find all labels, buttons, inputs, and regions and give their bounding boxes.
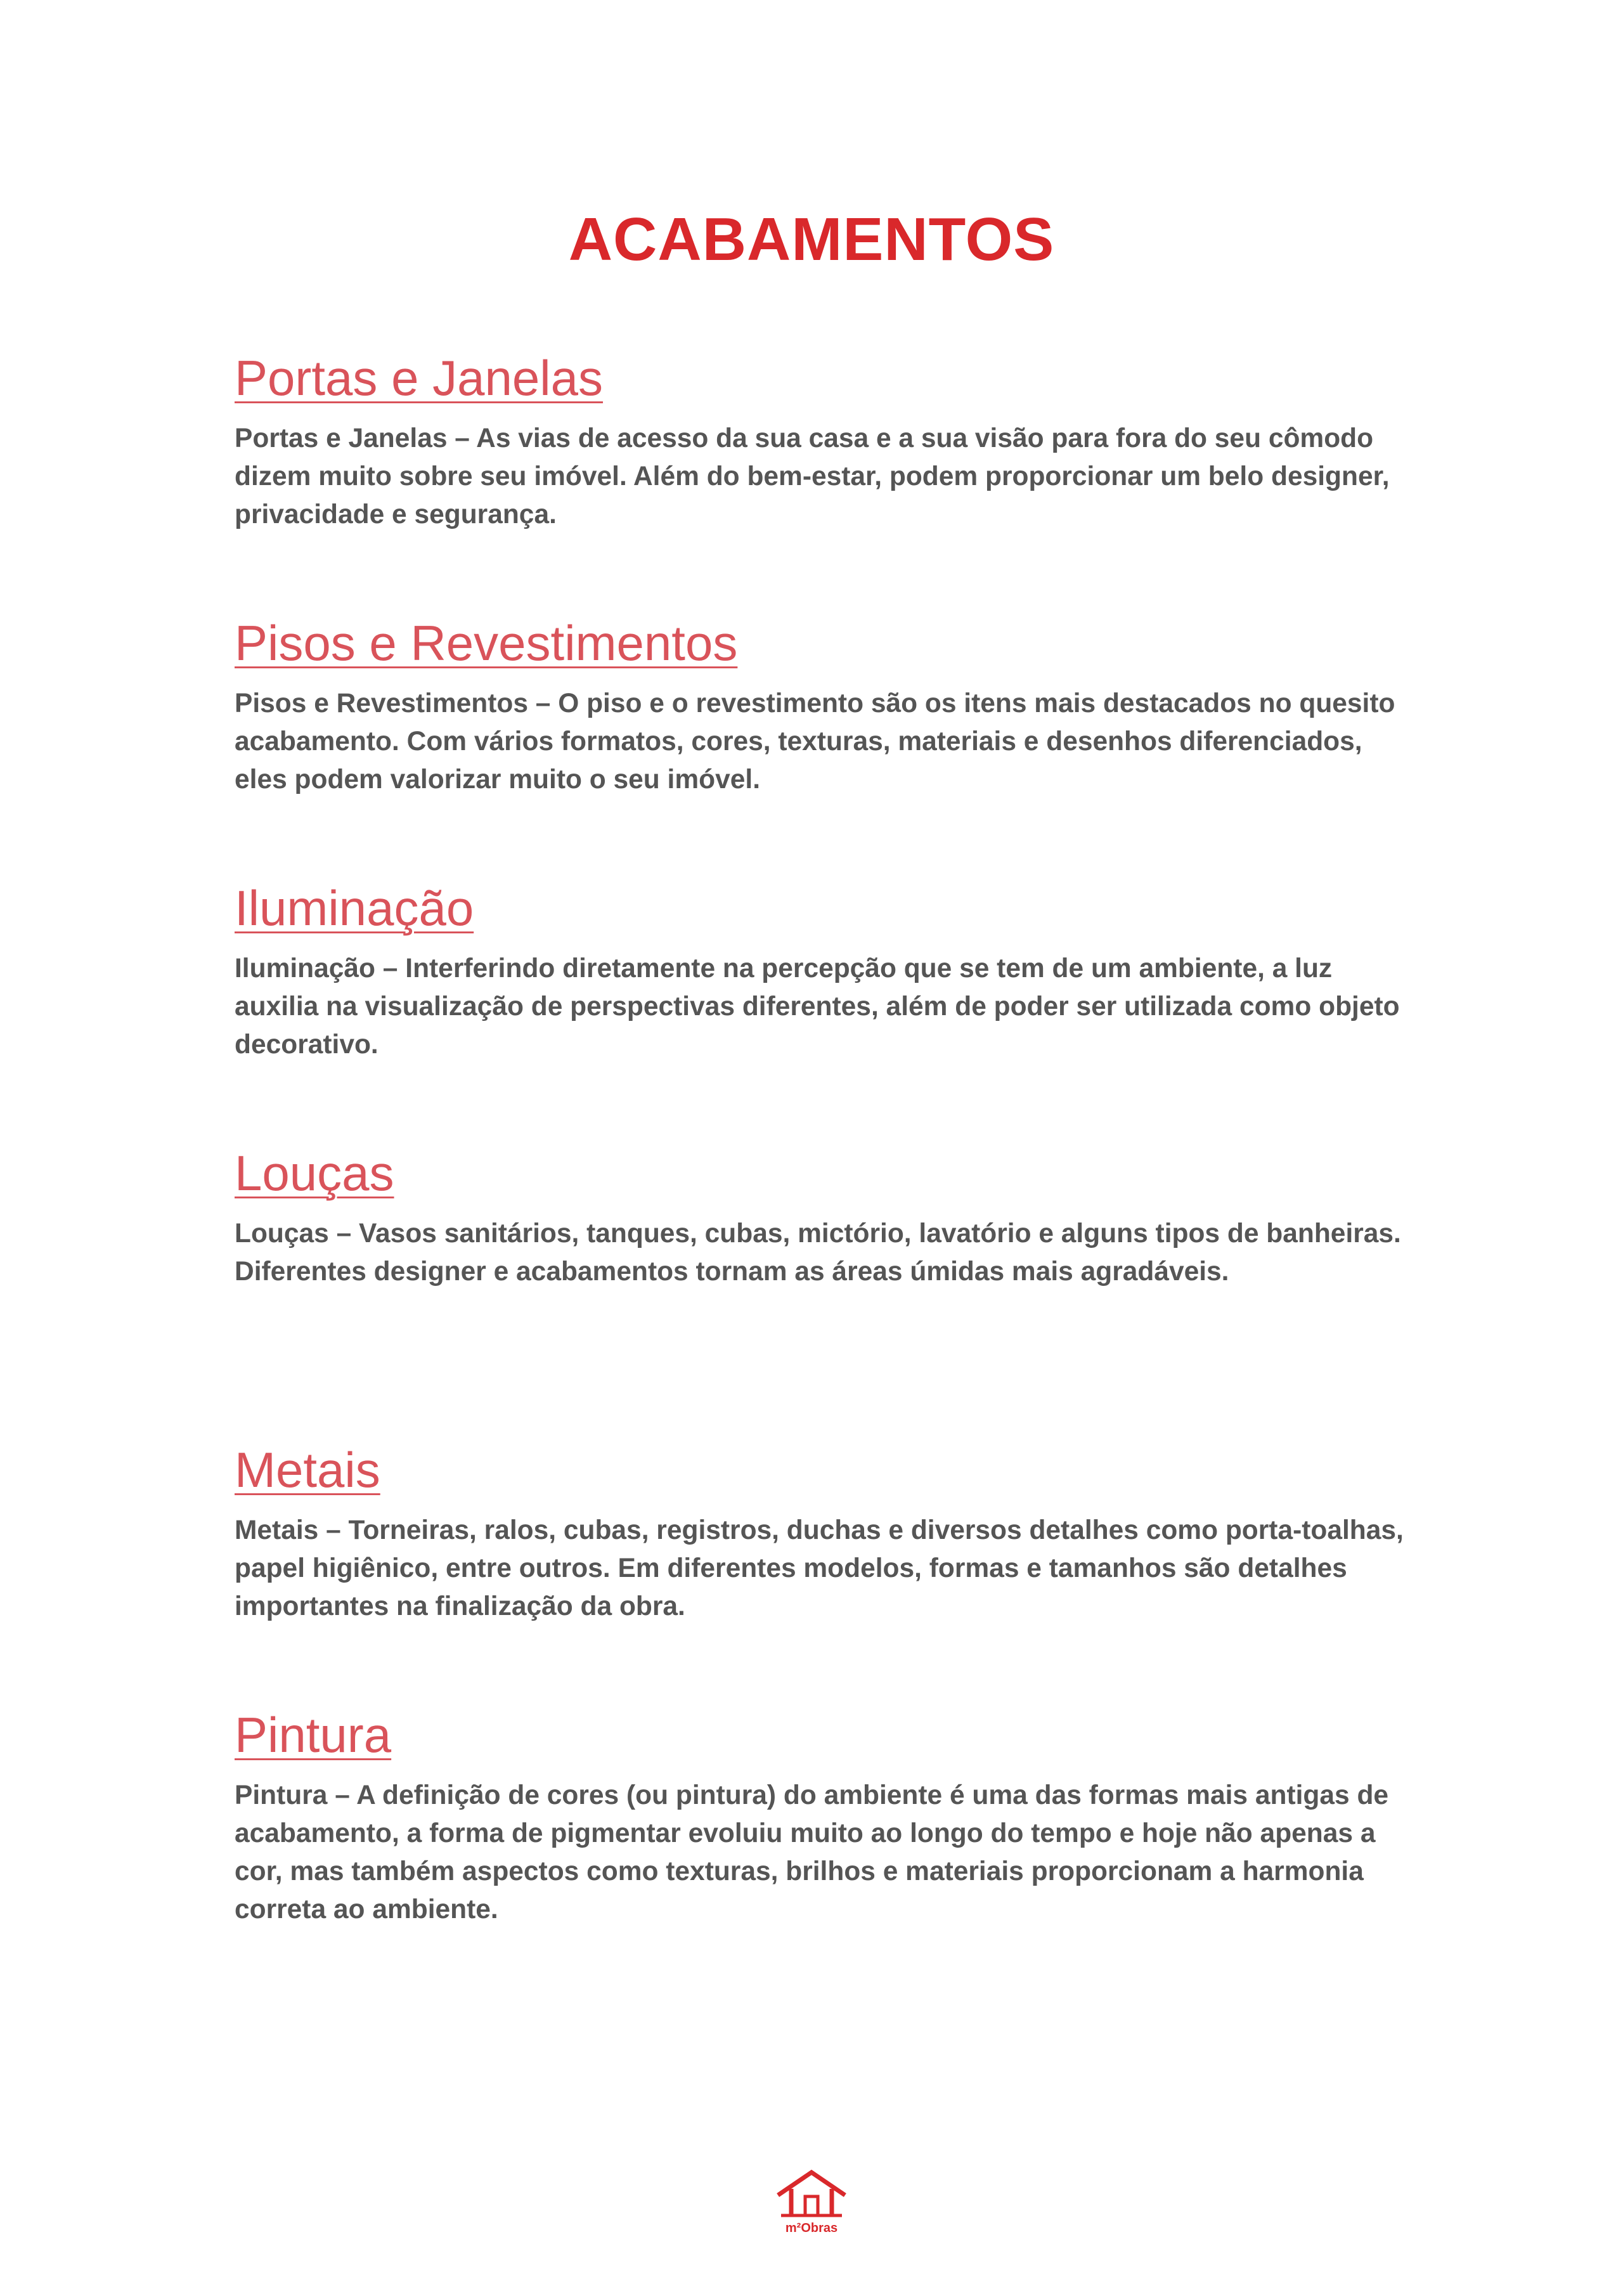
section-heading[interactable]: Metais (235, 1442, 380, 1498)
footer-logo (775, 2169, 848, 2238)
page-title: ACABAMENTOS (568, 205, 1055, 273)
section-metais (235, 1439, 1414, 1626)
logo-text: m²Obras (785, 2221, 838, 2235)
section-body: Iluminação – Interferindo diretamente na percepção que se tem de um ambiente, a luz auxilia na visualização de perspectivas diferentes, além de poder ser utilizada como objeto decorativo. (235, 954, 1400, 1060)
section-heading[interactable]: Pisos e Revestimentos (235, 615, 738, 671)
section-iluminacao (235, 878, 1414, 1064)
section-body: Pisos e Revestimentos – O piso e o revestimento são os itens mais destacados no quesito acabamento. Com vários formatos, cores, texturas, materiais e desenhos diferenciados, eles podem valorizar muito o seu imóvel. (235, 689, 1395, 795)
house-logo-icon (775, 2169, 848, 2219)
section-loucas (235, 1143, 1414, 1291)
section-body: Metais – Torneiras, ralos, cubas, registros, duchas e diversos detalhes como porta-toalhas, papel higiênico, entre outros. Em diferentes modelos, formas e tamanhos são detalhes importantes na finalização da obra. (235, 1515, 1404, 1621)
section-heading[interactable]: Iluminação (235, 880, 474, 936)
section-body: Louças – Vasos sanitários, tanques, cubas, mictório, lavatório e alguns tipos de banheiras. Diferentes designer e acabamentos tornam as áreas úmidas mais agradáveis. (235, 1219, 1401, 1287)
section-heading[interactable]: Louças (235, 1145, 394, 1201)
section-heading[interactable]: Pintura (235, 1707, 392, 1763)
section-pintura (235, 1704, 1414, 1929)
section-heading[interactable]: Portas e Janelas (235, 350, 604, 406)
section-portas-janelas (235, 347, 1414, 534)
section-pisos-revestimentos (235, 613, 1414, 799)
section-body: Portas e Janelas – As vias de acesso da sua casa e a sua visão para fora do seu cômodo dizem muito sobre seu imóvel. Além do bem-estar, podem proporcionar um belo designer, privacidade e segurança. (235, 424, 1390, 529)
section-body: Pintura – A definição de cores (ou pintura) do ambiente é uma das formas mais antigas de acabamento, a forma de pigmentar evoluiu muito ao longo do tempo e hoje não apenas a cor, mas também aspectos como texturas, brilhos e materiais proporcionam a harmonia correta ao ambiente. (235, 1780, 1389, 1924)
